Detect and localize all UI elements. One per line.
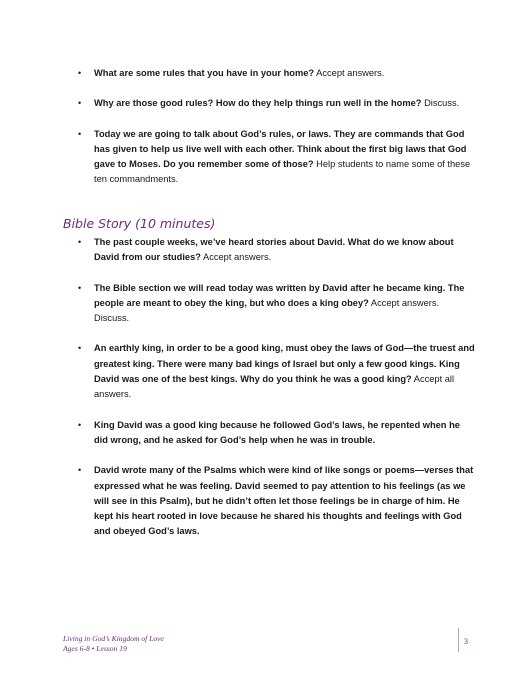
teacher-instruction: Discuss. <box>421 98 460 109</box>
bullet-icon: • <box>78 128 82 139</box>
bullet-icon: • <box>78 282 82 293</box>
list-item <box>76 127 476 188</box>
discussion-question: Today we are going to talk about God’s rules, or laws. They are commands that God has given to help us live well with each other. Think about the first big laws that God gave to Moses. Do you remember some of those? <box>94 128 467 170</box>
list-item <box>76 235 476 266</box>
bullet-icon: • <box>78 68 82 78</box>
discussion-question: The past couple weeks, we’ve heard stories about David. What do we know about David from our studies? <box>94 237 454 263</box>
intro-question-list <box>76 66 476 188</box>
teacher-instruction: Accept answers. Discuss. <box>94 297 440 324</box>
list-item <box>76 281 476 327</box>
teacher-instruction: Accept answers. <box>200 252 272 263</box>
bullet-icon: • <box>78 343 82 354</box>
section-heading: Bible Story (10 minutes) <box>63 216 216 231</box>
discussion-question: What are some rules that you have in your home? <box>94 68 315 78</box>
bullet-icon: • <box>78 98 82 109</box>
footer-divider <box>458 628 459 652</box>
list-item <box>76 418 476 449</box>
page-number: 3 <box>464 637 468 646</box>
list-item <box>76 341 476 402</box>
bullet-icon: • <box>78 419 82 430</box>
bullet-icon: • <box>78 465 82 476</box>
teacher-instruction: Accept all answers. <box>94 374 455 400</box>
teacher-instruction: Accept answers. <box>314 68 385 78</box>
list-item <box>76 463 476 539</box>
footer-subtitle: Ages 6-8 • Lesson 19 <box>63 644 127 653</box>
discussion-statement: King David was a good king because he followed God’s laws, he repented when he did wrong, and he asked for God’s help when he was in trouble. <box>94 419 460 445</box>
footer-title: Living in God’s Kingdom of Love <box>63 634 164 643</box>
bullet-icon: • <box>78 237 82 247</box>
discussion-question: An earthly king, in order to be a good king, must obey the laws of God—the truest and greatest king. There were many bad kings of Israel but only a few good kings. King David was one of the best kings. Why do you think he was a good king? <box>94 343 475 385</box>
teacher-instruction: Help students to name some of these ten commandments. <box>94 159 471 185</box>
discussion-question: Why are those good rules? How do they help things run well in the home? <box>94 98 422 109</box>
list-item <box>76 66 476 81</box>
list-item <box>76 96 476 111</box>
bible-story-list <box>76 235 476 540</box>
discussion-statement: David wrote many of the Psalms which were kind of like songs or poems—verses that expressed what he was feeling. David seemed to pay attention to his feelings (as we will see in this Psalm), but he didn’t often let those feelings be in charge of him. He kept his heart rooted in love because he shared his thoughts and feelings with God and obeyed God’s laws. <box>94 465 474 537</box>
discussion-question: The Bible section we will read today was written by David after he became king. The people are meant to obey the king, but who does a king obey? <box>94 282 465 308</box>
